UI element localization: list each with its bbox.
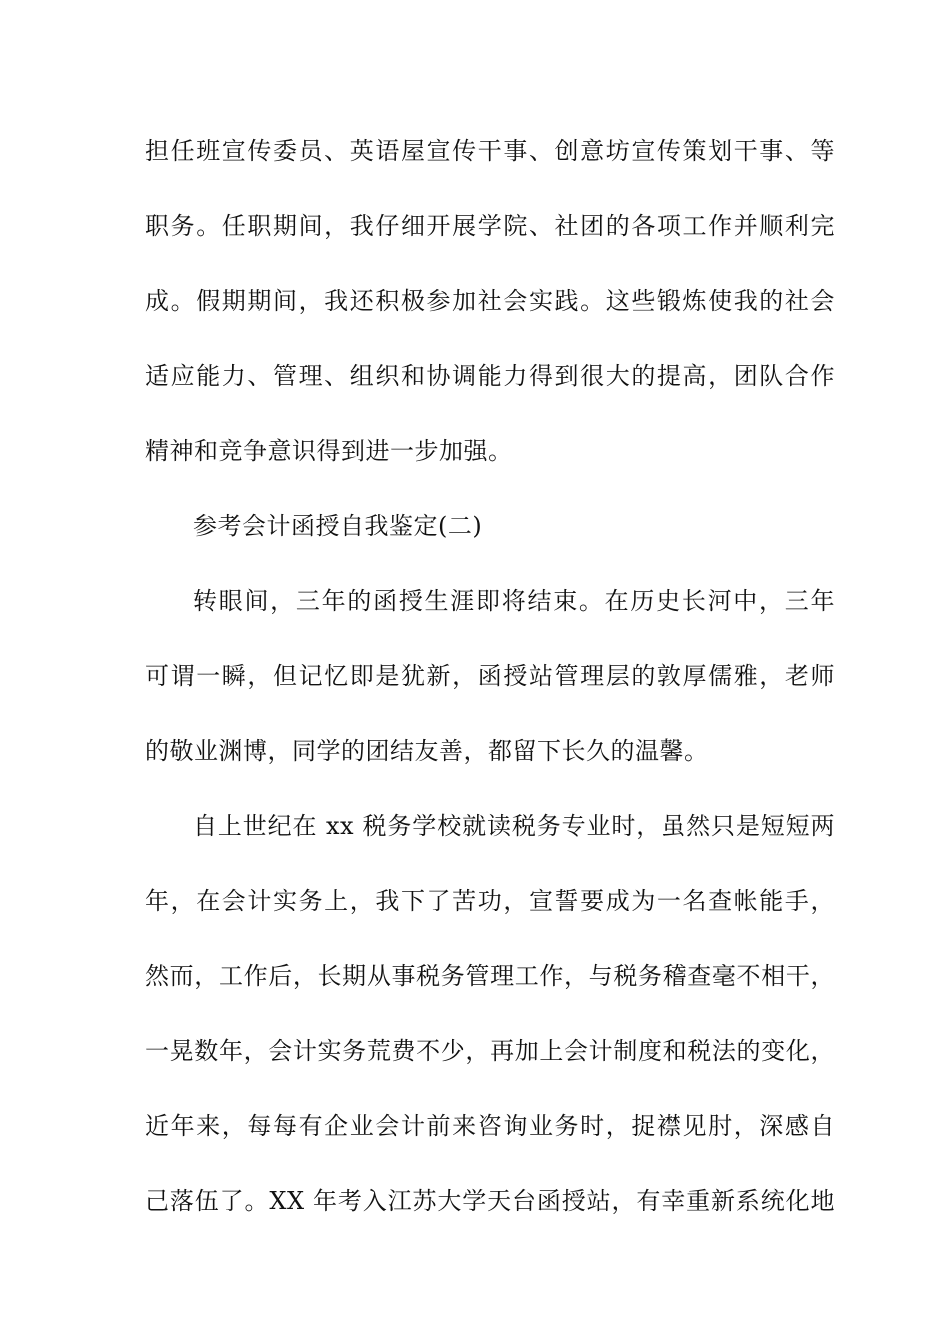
paragraph-line: 担任班宣传委员、英语屋宣传干事、创意坊宣传策划干事、等 bbox=[145, 137, 835, 165]
paragraph-line: 自上世纪在 xx 税务学校就读税务专业时，虽然只是短短两 bbox=[193, 812, 835, 840]
paragraph-line: 适应能力、管理、组织和协调能力得到很大的提高，团队合作 bbox=[145, 362, 835, 390]
paragraph-line: 成。假期期间，我还积极参加社会实践。这些锻炼使我的社会 bbox=[145, 287, 835, 315]
paragraph-line: 转眼间，三年的函授生涯即将结束。在历史长河中，三年 bbox=[193, 587, 835, 615]
section-heading: 参考会计函授自我鉴定(二) bbox=[193, 512, 483, 540]
paragraph-line: 一晃数年，会计实务荒费不少，再加上会计制度和税法的变化， bbox=[145, 1037, 835, 1065]
paragraph-line: 职务。任职期间，我仔细开展学院、社团的各项工作并顺利完 bbox=[145, 212, 835, 240]
paragraph-line: 精神和竞争意识得到进一步加强。 bbox=[145, 437, 513, 465]
paragraph-line: 可谓一瞬，但记忆即是犹新，函授站管理层的敦厚儒雅，老师 bbox=[145, 662, 835, 690]
paragraph-line: 然而，工作后，长期从事税务管理工作，与税务稽查毫不相干， bbox=[145, 962, 835, 990]
paragraph-line: 近年来，每每有企业会计前来咨询业务时，捉襟见肘，深感自 bbox=[145, 1112, 835, 1140]
paragraph-line: 己落伍了。XX 年考入江苏大学天台函授站，有幸重新系统化地 bbox=[145, 1187, 835, 1215]
paragraph-line: 年，在会计实务上，我下了苦功，宣誓要成为一名查帐能手， bbox=[145, 887, 835, 915]
paragraph-line: 的敬业渊博，同学的团结友善，都留下长久的温馨。 bbox=[145, 737, 709, 765]
